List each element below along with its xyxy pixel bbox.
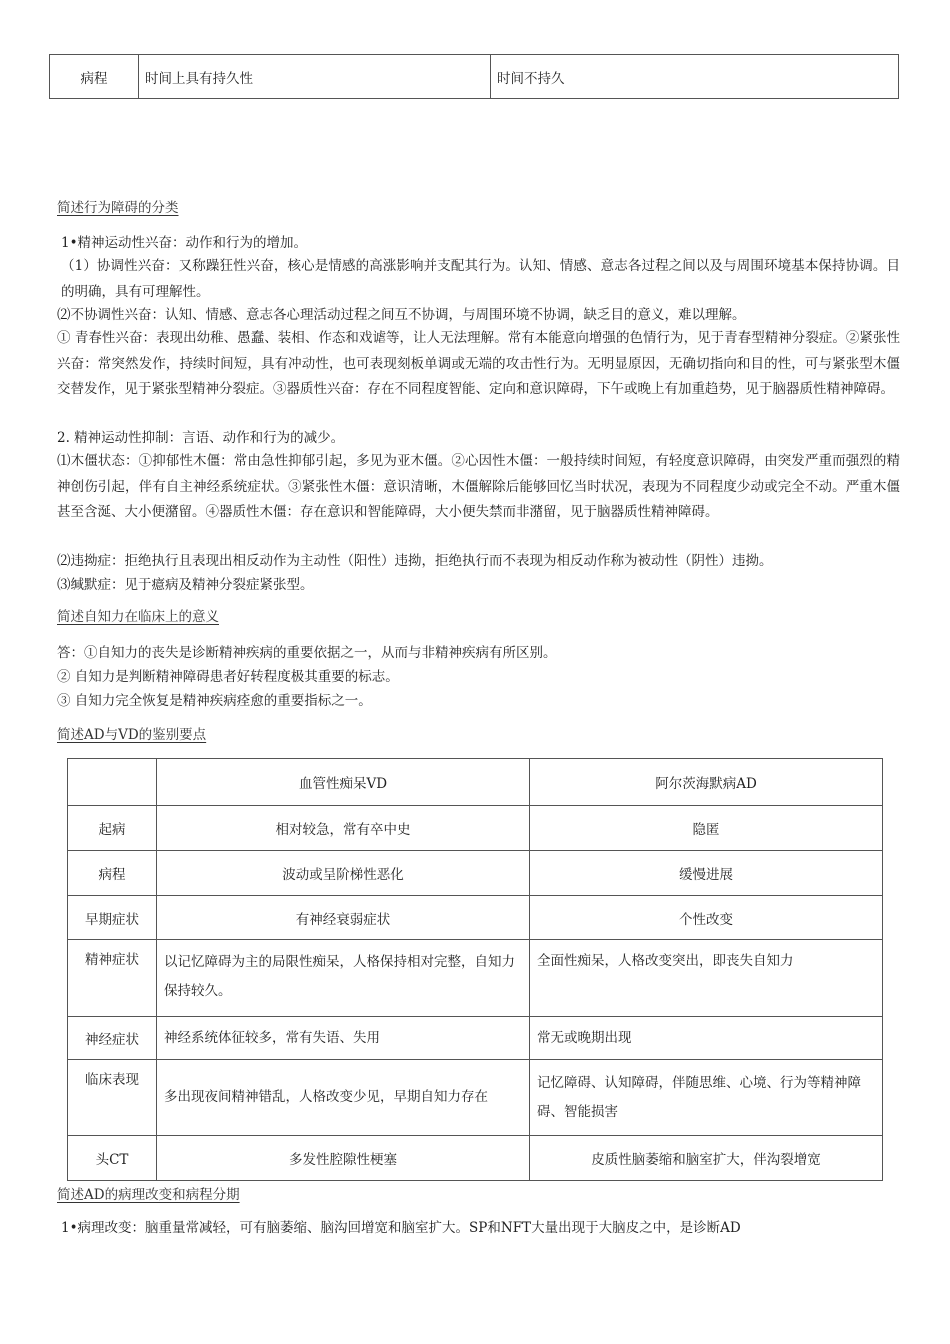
row-ad: 隐匿: [530, 806, 883, 851]
ad-vd-table: [67, 758, 883, 1181]
row-vd: 以记忆障碍为主的局限性痴呆，人格保持相对完整，自知力保持较久。: [157, 940, 530, 1017]
section-title-ad-pathology: 简述AD的病理改变和病程分期: [57, 1187, 240, 1203]
row-label: 精神症状: [68, 940, 157, 1017]
row-ad: 皮质性脑萎缩和脑室扩大，伴沟裂增宽: [530, 1136, 883, 1181]
row-vd: 多发性腔隙性梗塞: [157, 1136, 530, 1181]
insight-answer-1: 答：①自知力的丧失是诊断精神疾病的重要依据之一，从而与非精神疾病有所区别。: [57, 645, 557, 661]
item-psychomotor-excitement: 1•精神运动性兴奋：动作和行为的增加。: [61, 235, 308, 251]
section-title-behavior-disorder: 简述行为障碍的分类: [57, 200, 179, 216]
course-table: [49, 54, 899, 99]
row-label: 临床表现: [68, 1060, 157, 1136]
row-vd: 有神经衰弱症状: [157, 896, 530, 940]
row-label: 病程: [68, 851, 157, 896]
insight-answer-3: ③ 自知力完全恢复是精神疾病痊愈的重要指标之一。: [57, 693, 372, 709]
table-row: [68, 1136, 883, 1181]
row-vd: 波动或呈阶梯性恶化: [157, 851, 530, 896]
table-row: [68, 896, 883, 940]
para-stupor: ⑴木僵状态：①抑郁性木僵：常由急性抑郁引起，多见为亚木僵。②心因性木僵：一般持续时间短，有轻度意识障碍，由突发严重而强烈的精神创伤引起，伴有自主神经系统症状。③紧张性木僵：意识清晰，木僵解除后能够回忆当时状况，表现为不同程度少动或完全不动。严重木僵甚至含涎、大小便潴留。④器质性木僵：存在意识和智能障碍，大小便失禁而非潴留，见于脑器质性精神障碍。: [57, 453, 900, 520]
table-row: [68, 940, 883, 1017]
row-label: 头CT: [68, 1136, 157, 1181]
table-header-row: [68, 759, 883, 806]
row-label: 神经症状: [68, 1017, 157, 1060]
section-title-insight: 简述自知力在临床上的意义: [57, 609, 219, 625]
item-psychomotor-inhibition: 2. 精神运动性抑制：言语、动作和行为的减少。: [57, 430, 345, 446]
header-vd: 血管性痴呆VD: [157, 759, 530, 806]
para-uncoordinated-excitement: ⑵不协调性兴奋：认知、情感、意志各心理活动过程之间互不协调，与周围环境不协调，缺乏目的意义，难以理解。: [57, 307, 746, 323]
course-label-cell: 病程: [50, 55, 139, 98]
row-ad: 个性改变: [530, 896, 883, 940]
para-negativism: ⑵违拗症：拒绝执行且表现出相反动作为主动性（阳性）违拗，拒绝执行而不表现为相反动作称为被动性（阴性）违拗。: [57, 553, 773, 569]
table-row: [68, 806, 883, 851]
section-title-ad-vd: 简述AD与VD的鉴别要点: [57, 727, 207, 743]
item-pathology-changes: 1•病理改变：脑重量常减轻，可有脑萎缩、脑沟回增宽和脑室扩大。SP和NFT大量出现于大脑皮之中，是诊断AD: [61, 1220, 741, 1236]
row-ad: 缓慢进展: [530, 851, 883, 896]
row-label: 早期症状: [68, 896, 157, 940]
row-ad: 全面性痴呆，人格改变突出，即丧失自知力: [530, 940, 883, 1017]
header-blank: [68, 759, 157, 806]
row-ad: 记忆障碍、认知障碍，伴随思维、心境、行为等精神障碍、智能损害: [530, 1060, 883, 1136]
insight-answer-2: ② 自知力是判断精神障碍患者好转程度极其重要的标志。: [57, 669, 399, 685]
table-row: [68, 851, 883, 896]
row-label: 起病: [68, 806, 157, 851]
header-ad: 阿尔茨海默病AD: [530, 759, 883, 806]
row-vd: 多出现夜间精神错乱，人格改变少见，早期自知力存在: [157, 1060, 530, 1136]
row-vd: 神经系统体征较多，常有失语、失用: [157, 1017, 530, 1060]
row-vd: 相对较急，常有卒中史: [157, 806, 530, 851]
para-mutism: ⑶缄默症：见于癔病及精神分裂症紧张型。: [57, 577, 314, 593]
table-row: [68, 1017, 883, 1060]
row-ad: 常无或晚期出现: [530, 1017, 883, 1060]
para-coordinated-excitement: （1）协调性兴奋：又称躁狂性兴奋，核心是情感的高涨影响并支配其行为。认知、情感、意志各过程之间以及与周围环境基本保持协调。目的明确，具有可理解性。: [61, 258, 900, 300]
para-excitement-types: ① 青春性兴奋：表现出幼稚、愚蠢、装相、作态和戏谑等，让人无法理解。常有本能意向增强的色情行为，见于青春型精神分裂症。②紧张性兴奋：常突然发作，持续时间短，具有冲动性，也可表现刻板单调或无端的攻击性行为。无明显原因，无确切指向和目的性，可与紧张型木僵交替发作，见于紧张型精神分裂症。③器质性兴奋：存在不同程度智能、定向和意识障碍，下午或晚上有加重趋势，见于脑器质性精神障碍。: [57, 330, 900, 397]
table-row: [68, 1060, 883, 1136]
course-col2-cell: 时间不持久: [497, 70, 565, 87]
course-col1-cell: 时间上具有持久性: [139, 55, 491, 98]
